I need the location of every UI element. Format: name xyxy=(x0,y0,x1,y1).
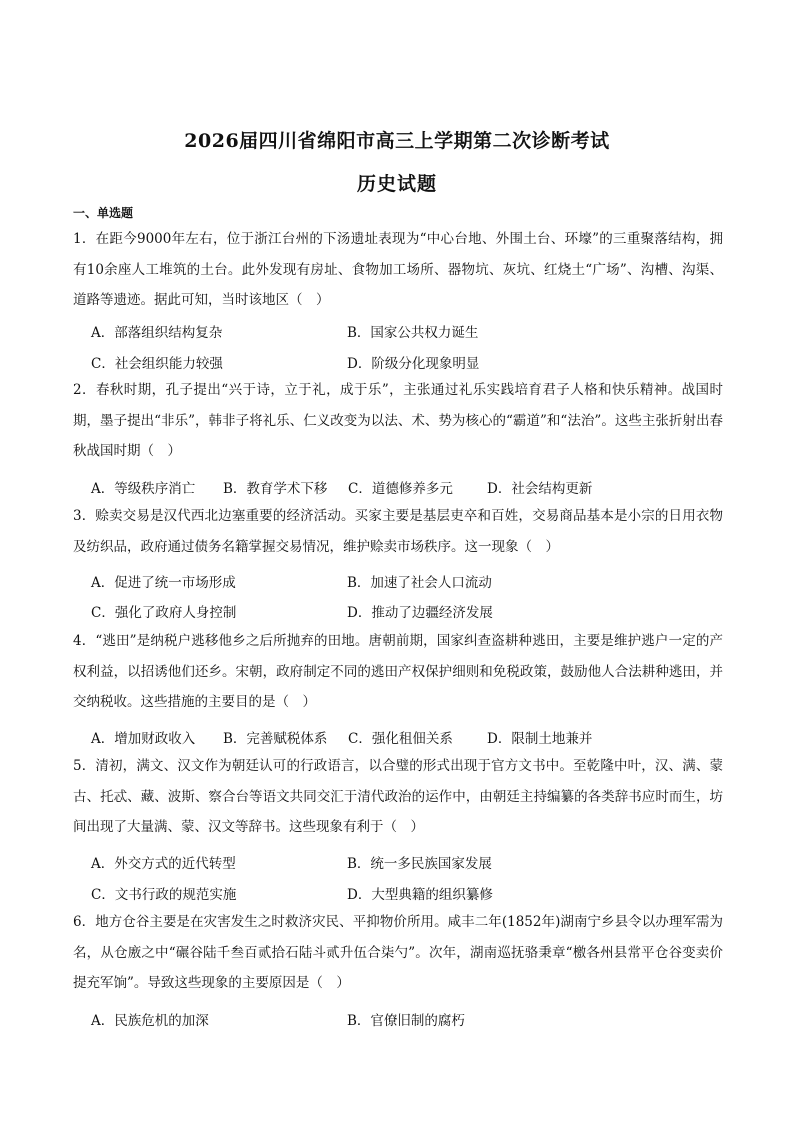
question-3-option-c: C．强化了政府人身控制 xyxy=(91,605,237,621)
question-1-option-a: A．部落组织结构复杂 xyxy=(91,325,223,341)
question-2-stem: 2．春秋时期，孔子提出“兴于诗，立于礼，成于乐”，主张通过礼乐实践培育君子人格和快乐精神。战国时期，墨子提出“非乐”，韩非子将礼乐、仁义改变为以法、术、势为核心的“霸道”和“法治”。这些主张折射出春秋战国时期（ ） xyxy=(73,382,723,459)
question-4-option-c: C．强化租佃关系 xyxy=(348,731,453,747)
question-5-stem: 5．清初，满文、汉文作为朝廷认可的行政语言，以合璧的形式出现于官方文书中。至乾隆中叶，汉、满、蒙古、托忒、藏、波斯、察合台等语文共同交汇于清代政治的运作中，由朝廷主持编纂的各类辞书应时而生，坊间出现了大量满、蒙、汉文等辞书。这些现象有利于（ ） xyxy=(73,758,723,835)
question-5-option-d: D．大型典籍的组织纂修 xyxy=(347,887,493,903)
question-5-option-b: B．统一多民族国家发展 xyxy=(347,856,492,872)
question-3-option-b: B．加速了社会人口流动 xyxy=(347,575,492,591)
question-1-stem: 1．在距今9000年左右，位于浙江台州的下汤遗址表现为“中心台地、外围土台、环壕”的三重聚落结构，拥有10余座人工堆筑的土台。此外发现有房址、食物加工场所、器物坑、灰坑、红烧土“广场”、沟槽、沟渠、道路等遗迹。据此可知，当时该地区（ ） xyxy=(73,231,723,308)
question-4-option-a: A．增加财政收入 xyxy=(91,731,196,747)
question-3-option-d: D．推动了边疆经济发展 xyxy=(347,605,493,621)
question-3-stem: 3．赊卖交易是汉代西北边塞重要的经济活动。买家主要是基层吏卒和百姓，交易商品基本是小宗的日用衣物及纺织品，政府通过债务名籍掌握交易情况，维护赊卖市场秩序。这一现象（ ） xyxy=(73,508,723,555)
exam-subtitle: 历史试题 xyxy=(356,173,437,195)
question-6-option-a: A．民族危机的加深 xyxy=(91,1013,209,1029)
question-2-option-b: B．教育学术下移 xyxy=(223,481,328,497)
question-1-option-c: C．社会组织能力较强 xyxy=(91,356,223,372)
question-5-option-c: C．文书行政的规范实施 xyxy=(91,887,237,903)
question-4-option-b: B．完善赋税体系 xyxy=(223,731,328,747)
section-heading: 一、单选题 xyxy=(73,206,134,220)
question-4-stem: 4．“逃田”是纳税户逃移他乡之后所抛弃的田地。唐朝前期，国家纠查盗耕种逃田，主要是维护逃户一定的产权利益，以招诱他们还乡。宋朝，政府制定不同的逃田产权保护细则和免税政策，鼓励他人合法耕种逃田，并交纳税收。这些措施的主要目的是（ ） xyxy=(73,633,723,710)
question-6-stem: 6．地方仓谷主要是在灾害发生之时救济灾民、平抑物价所用。咸丰二年(1852年)湖南宁乡县令以办理军需为名，从仓廒之中“碾谷陆千叁百贰拾石陆斗贰升伍合柒勺”。次年，湖南巡抚骆秉章“檄各州县常平仓谷变卖价提充军饷”。导致这些现象的主要原因是（ ） xyxy=(73,914,723,991)
question-2-option-c: C．道德修养多元 xyxy=(348,481,453,497)
question-3-option-a: A．促进了统一市场形成 xyxy=(91,575,236,591)
exam-title: 2026届四川省绵阳市高三上学期第二次诊断考试 xyxy=(184,130,610,152)
question-2-option-d: D．社会结构更新 xyxy=(487,481,593,497)
question-1-option-d: D．阶级分化现象明显 xyxy=(347,356,480,372)
question-6-option-b: B．官僚旧制的腐朽 xyxy=(347,1013,465,1029)
question-1-option-b: B．国家公共权力诞生 xyxy=(347,325,479,341)
question-4-option-d: D．限制土地兼并 xyxy=(487,731,593,747)
question-2-option-a: A．等级秩序消亡 xyxy=(91,481,196,497)
question-5-option-a: A．外交方式的近代转型 xyxy=(91,856,236,872)
